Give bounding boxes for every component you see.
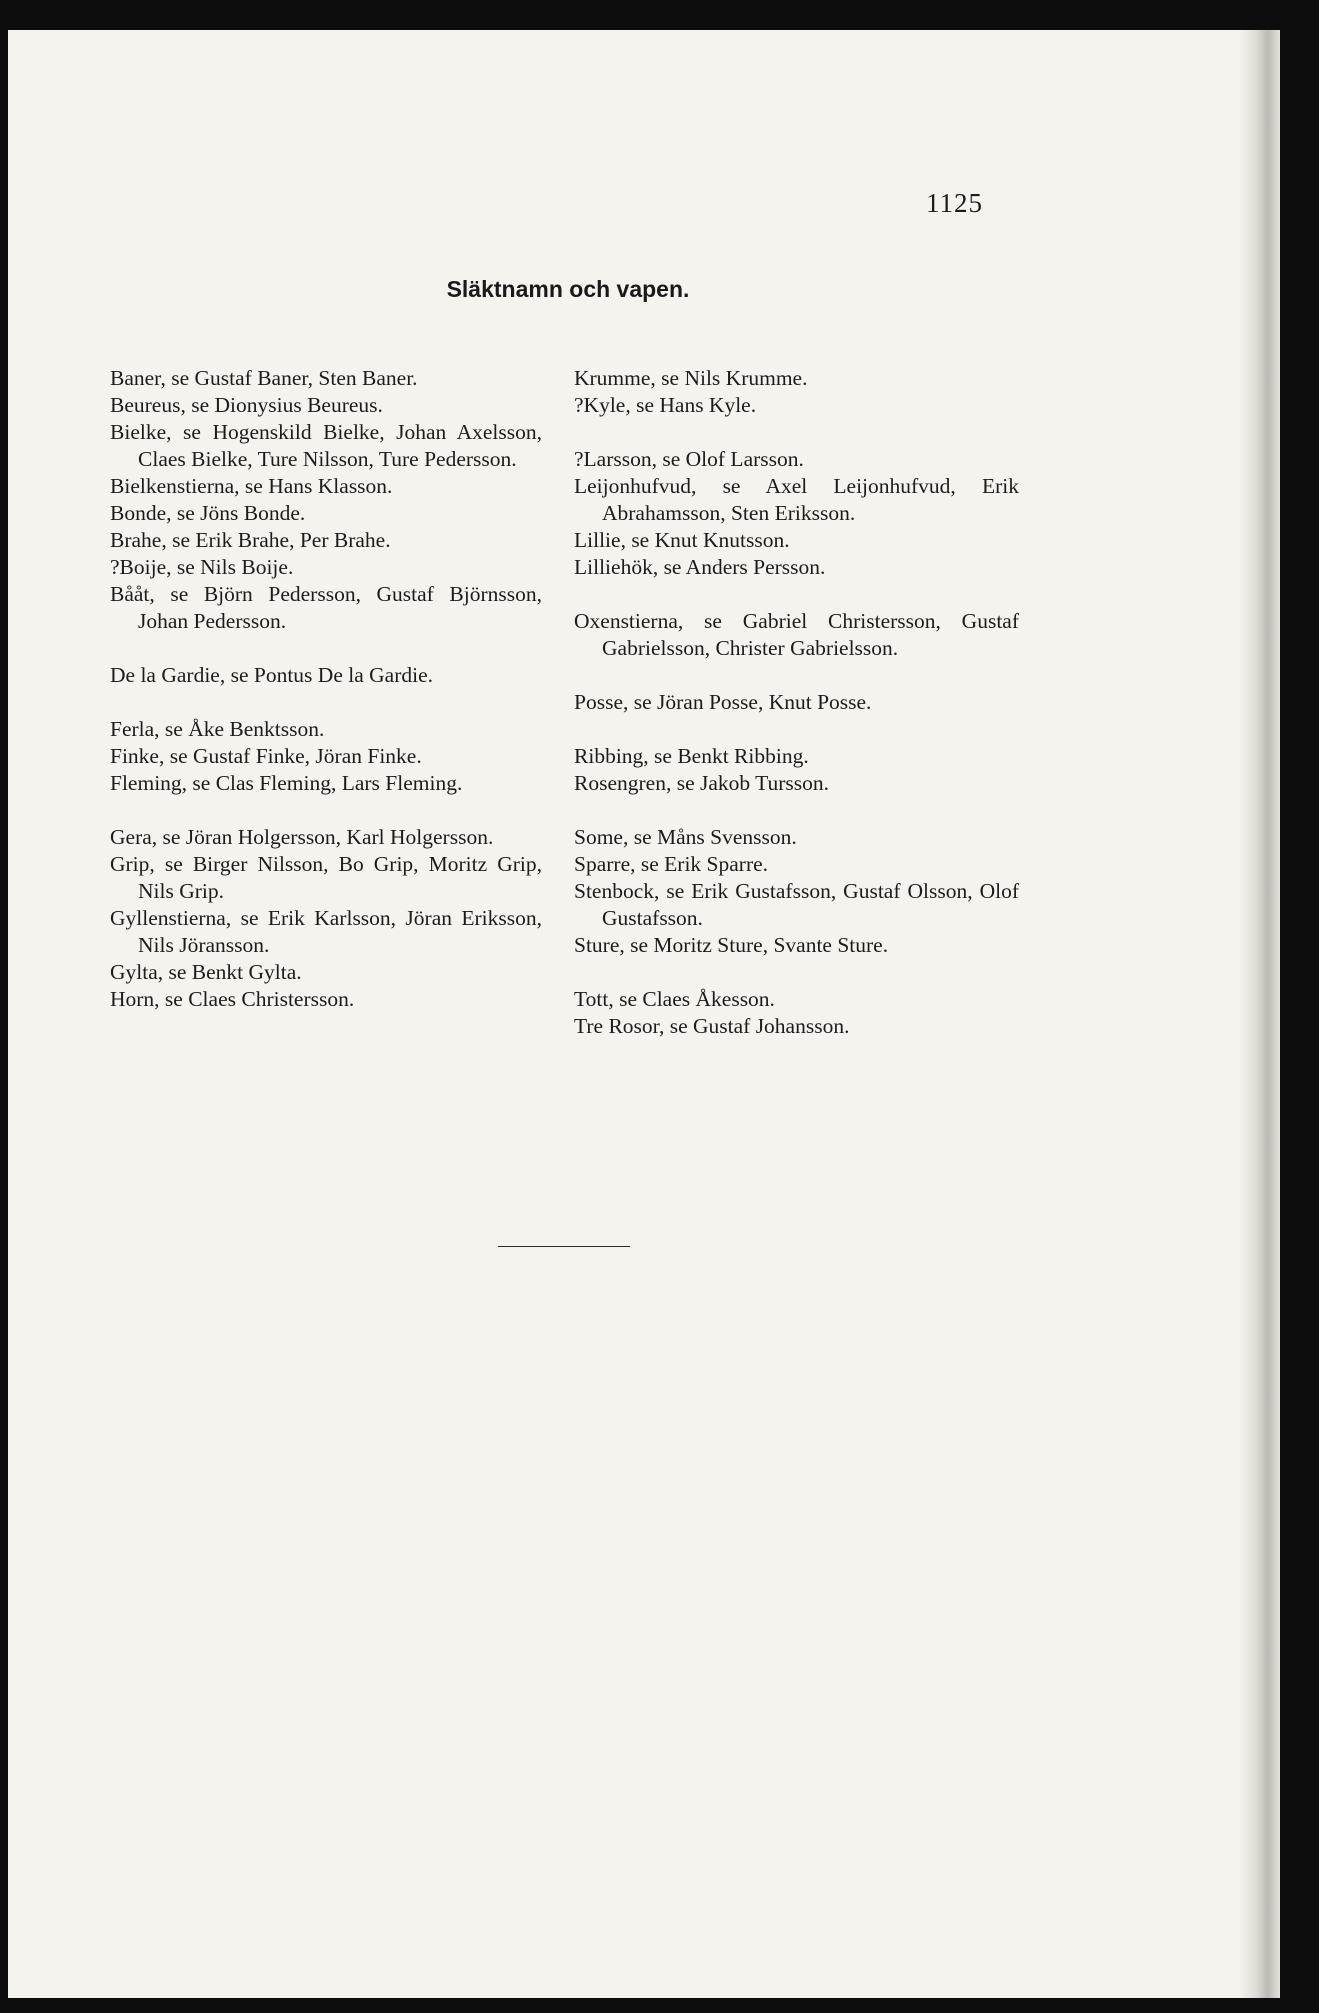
section-heading: Släktnamn och vapen. <box>446 276 690 302</box>
index-entry: Sparre, se Erik Sparre. <box>574 852 769 876</box>
index-entry: Oxenstierna, se Gabriel Christersson, Gustaf Gabrielsson, Christer Gabrielsson. <box>574 609 1019 660</box>
group-spacer <box>574 581 1019 608</box>
index-entry: Bielkenstierna, se Hans Klasson. <box>110 474 393 498</box>
index-entry: Tott, se Claes Åkesson. <box>574 987 775 1011</box>
index-entry: De la Gardie, se Pontus De la Gardie. <box>110 663 433 687</box>
index-entry: Leijonhufvud, se Axel Leijonhufvud, Erik Abrahamsson, Sten Eriksson. <box>574 474 1019 525</box>
group-spacer <box>574 419 1019 446</box>
index-entry: ?Larsson, se Olof Larsson. <box>574 447 804 471</box>
index-entry: ?Kyle, se Hans Kyle. <box>574 393 757 417</box>
index-entry: Ferla, se Åke Benktsson. <box>110 717 325 741</box>
group-spacer <box>574 959 1019 986</box>
index-entry: Bielke, se Hogenskild Bielke, Johan Axelsson, Claes Bielke, Ture Nilsson, Ture Pedersson. <box>110 420 542 471</box>
section-divider-rule <box>498 1246 630 1247</box>
book-page <box>8 30 1280 1998</box>
index-entry: Beureus, se Dionysius Beureus. <box>110 393 383 417</box>
group-spacer <box>110 797 542 824</box>
index-entry: Krumme, se Nils Krumme. <box>574 366 808 390</box>
index-entry: Gera, se Jöran Holgersson, Karl Holgersson. <box>110 825 494 849</box>
group-spacer <box>574 797 1019 824</box>
index-entry: Grip, se Birger Nilsson, Bo Grip, Moritz Grip, Nils Grip. <box>110 852 542 903</box>
index-entry: Lillie, se Knut Knutsson. <box>574 528 790 552</box>
index-entry: Bååt, se Björn Pedersson, Gustaf Björnsson, Johan Pedersson. <box>110 582 542 633</box>
index-entry: Some, se Måns Svensson. <box>574 825 797 849</box>
index-entry: Fleming, se Clas Fleming, Lars Fleming. <box>110 771 463 795</box>
index-entry: Sture, se Moritz Sture, Svante Sture. <box>574 933 889 957</box>
index-entry: ?Boije, se Nils Boije. <box>110 555 294 579</box>
left-column <box>110 365 542 1013</box>
index-entry: Horn, se Claes Christersson. <box>110 987 355 1011</box>
index-entry: Rosengren, se Jakob Tursson. <box>574 771 830 795</box>
index-entry: Stenbock, se Erik Gustafsson, Gustaf Olsson, Olof Gustafsson. <box>574 879 1019 930</box>
index-entry: Posse, se Jöran Posse, Knut Posse. <box>574 690 872 714</box>
index-entry: Gylta, se Benkt Gylta. <box>110 960 302 984</box>
index-entry: Finke, se Gustaf Finke, Jöran Finke. <box>110 744 422 768</box>
group-spacer <box>110 635 542 662</box>
index-entry: Baner, se Gustaf Baner, Sten Baner. <box>110 366 418 390</box>
page-gutter-shadow <box>1240 30 1280 1998</box>
group-spacer <box>574 662 1019 689</box>
page-number: 1125 <box>926 188 983 218</box>
index-entry: Bonde, se Jöns Bonde. <box>110 501 306 525</box>
group-spacer <box>574 716 1019 743</box>
group-spacer <box>110 689 542 716</box>
index-entry: Ribbing, se Benkt Ribbing. <box>574 744 809 768</box>
index-entry: Brahe, se Erik Brahe, Per Brahe. <box>110 528 391 552</box>
index-entry: Lilliehök, se Anders Persson. <box>574 555 826 579</box>
index-entry: Tre Rosor, se Gustaf Johansson. <box>574 1014 850 1038</box>
right-column <box>574 365 1019 1040</box>
index-entry: Gyllenstierna, se Erik Karlsson, Jöran Eriksson, Nils Jöransson. <box>110 906 542 957</box>
